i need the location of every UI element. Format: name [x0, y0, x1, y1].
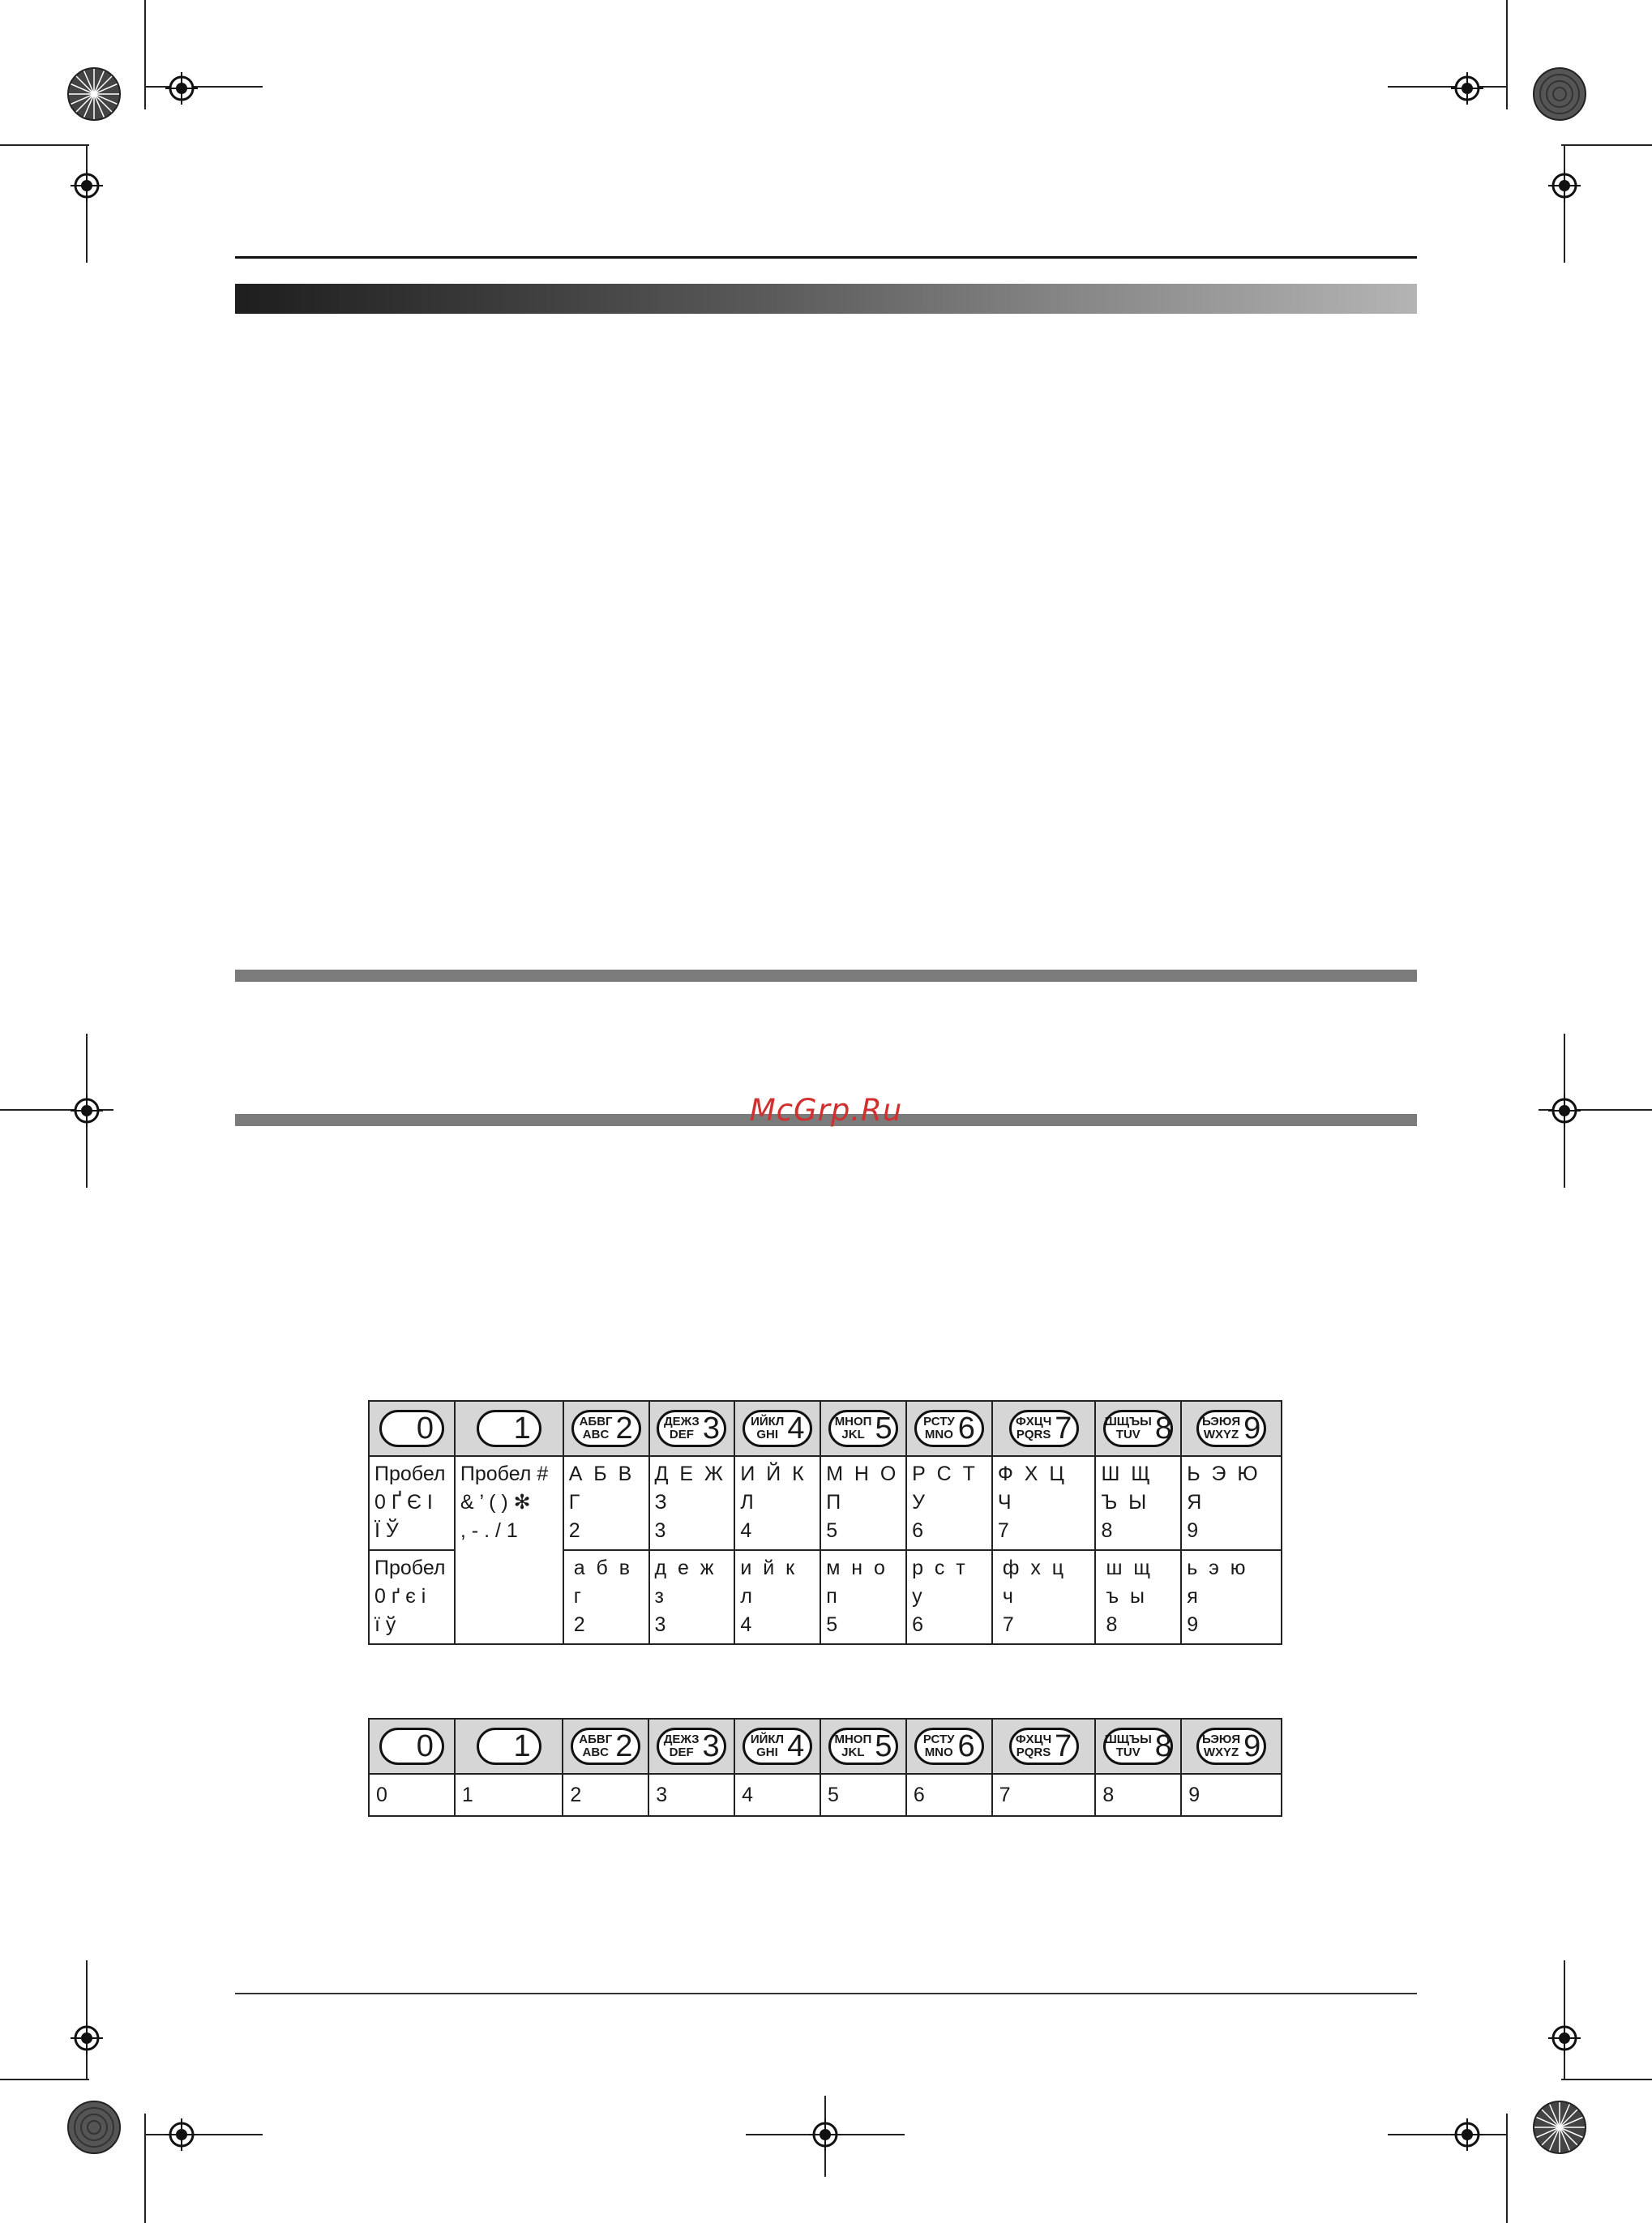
key-cell: [992, 1719, 1096, 1774]
starburst-target-icon: [66, 2100, 122, 2155]
key-1-icon: 1: [477, 1410, 541, 1447]
cyrillic-character-table: [368, 1400, 1282, 1645]
key-cell: [563, 1401, 649, 1456]
crop-line: [1564, 144, 1565, 263]
key-6-icon: РСТУ MNO 6: [914, 1728, 984, 1765]
key-cell: [734, 1719, 820, 1774]
key-cell: [455, 1401, 563, 1456]
key-cell: [1095, 1401, 1181, 1456]
key-cell: [906, 1719, 992, 1774]
char-cell: ш щ ъ ы 8: [1095, 1550, 1181, 1644]
registration-mark-icon: [1451, 2118, 1483, 2151]
char-cell: м н о п 5: [820, 1550, 906, 1644]
crop-line: [1506, 0, 1508, 109]
char-cell: 6: [906, 1774, 992, 1816]
char-cell: Пробел 0 ґ є і ї ў: [369, 1550, 455, 1644]
char-cell: ф х ц ч 7: [992, 1550, 1096, 1644]
char-cell: И Й К Л 4: [734, 1456, 820, 1550]
key-cell: [1181, 1401, 1282, 1456]
registration-mark-icon: [71, 169, 103, 202]
char-cell: а б в г 2: [563, 1550, 649, 1644]
crop-line: [144, 2134, 263, 2135]
key-cell: [649, 1401, 735, 1456]
crop-line: [86, 144, 88, 263]
char-cell: А Б В Г 2: [563, 1456, 649, 1550]
char-cell: Ш Щ Ъ Ы 8: [1095, 1456, 1181, 1550]
numeric-character-table: [368, 1718, 1282, 1817]
key-2-icon: АБВГ ABC 2: [571, 1410, 641, 1447]
char-cell: 5: [820, 1774, 906, 1816]
key-header-row: [369, 1401, 1282, 1456]
char-cell: 0: [369, 1774, 455, 1816]
char-cell: 3: [648, 1774, 734, 1816]
char-cell: 4: [734, 1774, 820, 1816]
key-7-icon: ФХЦЧ PQRS 7: [1009, 1728, 1079, 1765]
footer-rule: [235, 1993, 1417, 1994]
char-cell: 8: [1095, 1774, 1181, 1816]
registration-mark-icon: [165, 72, 198, 105]
key-6-icon: РСТУ MNO 6: [914, 1410, 984, 1447]
registration-mark-icon: [71, 2022, 103, 2054]
header-gradient-band: [235, 284, 1417, 314]
registration-mark-icon: [1548, 2022, 1581, 2054]
uppercase-row: [369, 1456, 1282, 1550]
key-cell: [820, 1401, 906, 1456]
starburst-target-icon: [1532, 66, 1587, 122]
key-9-icon: ЬЭЮЯ WXYZ 9: [1196, 1410, 1266, 1447]
char-cell: Ф Х Ц Ч 7: [992, 1456, 1096, 1550]
crop-line: [0, 144, 89, 146]
registration-mark-icon: [809, 2118, 841, 2151]
registration-mark-icon: [1451, 72, 1483, 105]
key-4-icon: ИЙКЛ GHI 4: [743, 1410, 812, 1447]
watermark: McGrp.Ru: [749, 1093, 903, 1128]
crop-line: [86, 1960, 88, 2079]
key-2-icon: АБВГ ABC 2: [571, 1728, 640, 1765]
key-5-icon: МНОП JKL 5: [828, 1410, 898, 1447]
crop-line: [1388, 2134, 1506, 2135]
key-header-row: [369, 1719, 1282, 1774]
crop-line: [144, 86, 263, 88]
key-1-icon: 1: [477, 1728, 541, 1765]
key-0-icon: 0: [379, 1728, 444, 1765]
numeric-row: [369, 1774, 1282, 1816]
key-3-icon: ДЕЖЗ DEF 3: [657, 1728, 726, 1765]
registration-mark-icon: [1548, 169, 1581, 202]
char-cell: Ь Э Ю Я 9: [1181, 1456, 1282, 1550]
crop-line: [144, 2114, 146, 2223]
char-cell: р с т у 6: [906, 1550, 992, 1644]
key-cell: [369, 1719, 455, 1774]
key-cell: [455, 1719, 563, 1774]
key-cell: [369, 1401, 455, 1456]
key-cell: [906, 1401, 992, 1456]
key-4-icon: ИЙКЛ GHI 4: [743, 1728, 812, 1765]
header-rule: [235, 256, 1417, 259]
char-cell: д е ж з 3: [649, 1550, 735, 1644]
key-cell: [648, 1719, 734, 1774]
key-5-icon: МНОП JKL 5: [828, 1728, 898, 1765]
key-cell: [1181, 1719, 1282, 1774]
char-cell: Д Е Ж З 3: [649, 1456, 735, 1550]
char-cell: 7: [992, 1774, 1096, 1816]
crop-line: [0, 2079, 89, 2080]
registration-mark-icon: [165, 2118, 198, 2151]
key-8-icon: ШЩЪЫ TUV 8: [1104, 1411, 1172, 1446]
crop-line: [1506, 2114, 1508, 2223]
key-cell: [820, 1719, 906, 1774]
key-3-icon: ДЕЖЗ DEF 3: [657, 1410, 726, 1447]
crop-line: [1388, 86, 1506, 88]
char-cell: Пробел 0 Ґ Є І Ї Ў: [369, 1456, 455, 1550]
char-cell: 2: [563, 1774, 648, 1816]
char-cell: ь э ю я 9: [1181, 1550, 1282, 1644]
crop-line: [1561, 144, 1652, 146]
crop-line: [1564, 1960, 1565, 2079]
char-cell: Пробел # & ’ ( ) ✻ , - . / 1: [455, 1456, 563, 1644]
char-cell: и й к л 4: [734, 1550, 820, 1644]
char-cell: 1: [455, 1774, 563, 1816]
char-cell: 9: [1181, 1774, 1282, 1816]
char-cell: М Н О П 5: [820, 1456, 906, 1550]
char-cell: Р С Т У 6: [906, 1456, 992, 1550]
starburst-target-icon: [1532, 2100, 1587, 2155]
starburst-target-icon: [66, 66, 122, 122]
section-rule: [235, 970, 1417, 982]
key-cell: [1095, 1719, 1181, 1774]
key-cell: [563, 1719, 648, 1774]
key-9-icon: ЬЭЮЯ WXYZ 9: [1196, 1728, 1266, 1765]
key-0-icon: 0: [379, 1410, 444, 1447]
crop-line: [1561, 2079, 1652, 2080]
key-7-icon: ФХЦЧ PQRS 7: [1009, 1410, 1079, 1447]
key-8-icon: ШЩЪЫ TUV 8: [1104, 1729, 1172, 1763]
key-cell: [992, 1401, 1096, 1456]
crop-line: [144, 0, 146, 109]
key-cell: [734, 1401, 820, 1456]
